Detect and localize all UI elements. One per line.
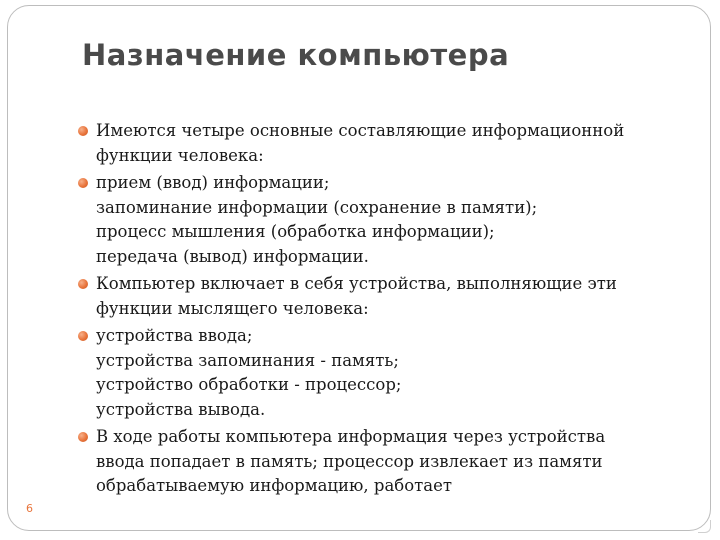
bullet-line: устройства ввода; [96, 326, 253, 345]
bullet-line: запоминание информации (сохранение в памяти); [96, 197, 538, 217]
bullet-item-3 [78, 272, 678, 321]
bullet-item-1 [78, 119, 678, 168]
slide-title: Назначение компьютера [82, 38, 510, 72]
bullet-list [78, 119, 678, 502]
bullet-dot-icon [78, 279, 88, 289]
bullet-dot-icon [78, 126, 88, 136]
corner-decoration [698, 520, 711, 533]
bullet-line: Имеются четыре основные составляющие информационной [96, 121, 625, 140]
bullet-line: В ходе работы компьютера информация через устройства [96, 427, 606, 446]
bullet-line: передача (вывод) информации. [96, 246, 369, 266]
bullet-line: устройства вывода. [96, 399, 266, 419]
bullet-item-4 [78, 324, 678, 422]
bullet-line: функции человека: [96, 145, 264, 165]
bullet-item-2 [78, 171, 678, 269]
bullet-line: устройства запоминания - память; [96, 350, 399, 370]
bullet-line: устройство обработки - процессор; [96, 375, 402, 394]
bullet-item-5 [78, 425, 678, 499]
bullet-dot-icon [78, 331, 88, 341]
bullet-line: Компьютер включает в себя устройства, выполняющие эти [96, 274, 617, 293]
bullet-dot-icon [78, 432, 88, 442]
bullet-line: ввода попадает в память; процессор извлекает из памяти [96, 451, 603, 471]
bullet-line: прием (ввод) информации; [96, 173, 330, 192]
bullet-dot-icon [78, 178, 88, 188]
page-number: 6 [26, 502, 33, 515]
bullet-line: процесс мышления (обработка информации); [96, 222, 495, 241]
bullet-line: функции мыслящего человека: [96, 298, 369, 318]
bullet-line: обрабатываемую информацию, работает [96, 476, 453, 495]
